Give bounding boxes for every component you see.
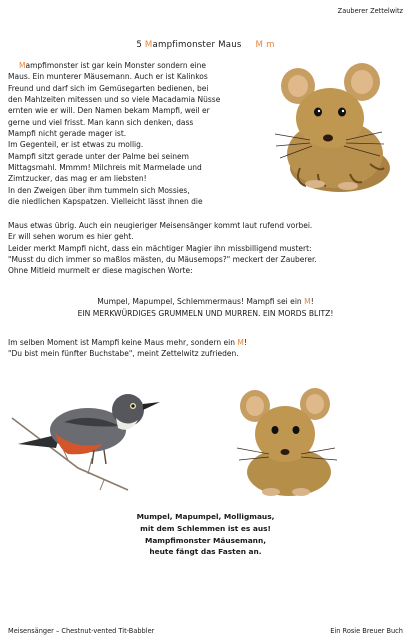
- footer-credit: Ein Rosie Breuer Buch: [330, 627, 403, 635]
- bird-illustration: [8, 372, 168, 492]
- magic-spell: Mumpel, Mapumpel, Schlemmermaus! Mampfi sei ein M! EIN MERKWÜRDIGES GRUMMELN UND MURREN. EIN MORDS BLITZ!: [77, 297, 334, 318]
- footer-caption: Meisensänger – Chestnut-vented Tit-Babbler: [8, 627, 155, 635]
- mouse-illustration: [270, 56, 400, 196]
- page-title: 5 Mampfimonster Maus M m: [136, 40, 275, 50]
- story-paragraph-continued: Maus etwas übrig. Auch ein neugieriger Meisensänger kommt laut rufend vorbei. Er will sehen worum es hier geht. Leider merkt Mampfi nicht, dass ein mächtiger Magier ihn missbilligend mustert: "Musst du dich immer so maßlos mästen, du Mäusemops?" meckert der Zauberer. Ohne Mitleid murmelt er diese magischen Worte:: [8, 221, 317, 276]
- story-paragraph: Mampfimonster ist gar kein Monster sondern eine Maus. Ein munterer Mäusemann. Auch er ist Kalinkos Freund und darf sich im Gemüsegarten bedienen, bei den Mahlzeiten mitessen und so viele Macadamia Nüsse ernten wie er will. Den Namen bekam Mampfi, weil er gerne und viel frisst. Man kann sich denken, dass Mampfi nicht gerade mager ist. Im Gegenteil, er ist etwas zu mollig. Mampfi sitzt gerade unter der Palme bei seinem Mittagsmahl. Mmmm! Milchreis mit Marmelade und Zimtzucker, das mag er am liebsten! In den Zweigen über ihm tummeln sich Mossies, die niedlichen Kapspatzen. Vielleicht lässt ihnen die: [8, 61, 221, 207]
- featured-letters: M m: [255, 40, 275, 50]
- header-series-title: Zauberer Zettelwitz: [337, 7, 403, 15]
- drop-letter: M: [19, 61, 26, 70]
- mouse-illustration-small: [233, 380, 343, 500]
- closing-poem: Mumpel, Mapumpel, Molligmaus, mit dem Schlemmen ist es aus! Mampfimonster Mäusemann, heute fängt das Fasten an.: [136, 512, 275, 557]
- transformation-text: Im selben Moment ist Mampfi keine Maus mehr, sondern ein M! "Du bist mein fünfter Buchstabe", meint Zettelwitz zufrieden.: [8, 338, 247, 359]
